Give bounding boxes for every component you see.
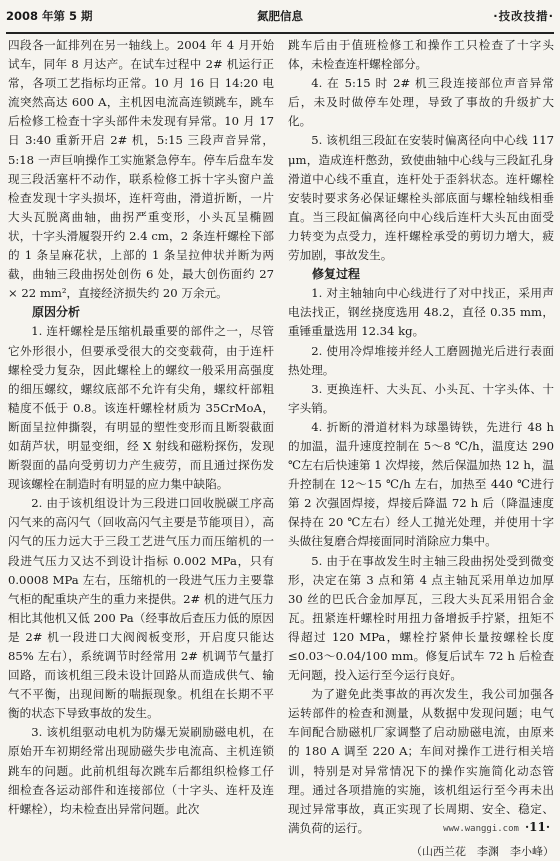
cause-paragraph-1: 1. 连杆螺栓是压缩机最重要的部件之一，尽管它外形很小，但要承受很大的交变载荷，由于连杆螺栓受力复杂，因此螺栓上的螺纹一般采用高强度的细压螺纹，螺纹底部不允许有尖角，螺纹杆部粗糙度不低于 0.8。该连杆螺栓材质为 35CrMoA，断面呈拉伸撕裂，有明显的塑性变形而且断裂截面如葫芦状，明显变细，经 X 射线和磁粉探伤，发现断裂面的晶向受剪切力产生疲劳，而且通过探伤发现该螺栓在制造时有明显的应力集中缺陷。 — [8, 324, 274, 492]
journal-title: 氮肥信息 — [257, 9, 303, 23]
cause-analysis-heading: 原因分析 — [32, 305, 81, 320]
cause-paragraph-3: 3. 该机组驱动电机为防爆无炭刷励磁电机，在原始开车初期经常出现励磁失步电流高、主机连锁跳车的问题。此前机组每次跳车后都组织检修工仔细检查各运动部件和连接部位（十字头、连杆及连杆螺栓），均未检查出异常问题。此次 — [8, 725, 274, 816]
cause-paragraph-4: 4. 在 5:15 时 2# 机三段连接部位声音异常后，未及时做停车处理，导致了事故的升级扩大化。 — [288, 76, 554, 129]
cause-paragraph-5: 5. 该机组三段缸在安装时偏离径向中心线 117 μm，造成连杆憋劲，致使曲轴中心线与三段缸孔身滑道中心线不重直，连杆处于歪斜状态。连杆螺栓安装时要求务必保证螺栓头部底面与螺栓轴线相垂直。当三段缸偏离径向中心线后连杆大头瓦由面受力转变为点受力，连杆螺栓承受的剪切力增大，疲劳加剧，事故发生。 — [288, 133, 554, 263]
page-header — [6, 0, 554, 34]
repair-paragraph-4: 4. 折断的滑道材料为球墨铸铁，先进行 48 h 的加温，温升速度控制在 5～8 ℃/h，温度达 290 ℃左右后快速第 1 次焊接，然后保温加热 12 h，温升控制在 12～15 ℃/h 左右，加热至 440 ℃进行第 2 次强固焊接，焊接后降温 72 h 后（降温速度保持在 20 ℃左右）经人工抛光处理，并使用十字头做往复磨合焊接面同时消除应力集中。 — [288, 419, 554, 549]
intro-paragraph: 四段各一缸排列在另一轴线上。2004 年 4 月开始试车，同年 8 月达产。在试车过程中 2# 机运行正常，各项工艺指标均正常。10 月 16 日 14:20 电流突然高达 600 A，主机因电流高连锁跳车，跳车后检修工检查十字头部件未发现有异常。10 月 17 日 3:40 重新开启 2# 机，5:15 三段声音异常，5:18 一声巨响操作工实施紧急停车。停车后盘车发现三段活塞杆不动作，联系检修工拆十字头窗户盖检查发现十字头损坏，连杆弯曲，滑道折断，一片大头瓦脱离曲轴，曲拐严重变形，小头瓦呈椭圆状，十字头滑履裂开约 2.4 cm，2 条连杆螺栓下部的 1 条呈麻花状，上部的 1 条呈拉伸状并断为两截，曲轴三段曲拐处创伤 6 处，最大创伤面约 27 × 22 mm²，直接经济损失约 20 万余元。 — [8, 38, 274, 301]
page-number: ·11· — [524, 820, 550, 834]
repair-paragraph-3: 3. 更换连杆、大头瓦、小头瓦、十字头体、十字头销。 — [288, 381, 554, 415]
cause-paragraph-2: 2. 由于该机组设计为三段进口回收脱碳工序高闪气来的高闪气（回收高闪气主要是节能项目），高闪气的压力远大于三段工艺进气压力而压缩机的一段进气压力又达不到设计指标 0.002 MPa，只有 0.0008 MPa 左右，压缩机的一段进气压力主要靠气柜的配重块产生的重力来提供。2# 机的进气压力相比其他机又低 200 Pa（经事故后查压力低的原因是 2# 机一段进口大阀阀板变形，开启度只能达 85% 左右），系统调节时经常用 2# 机调节气量打回路，而该机组三段未设计回路从而造成供气、输气不平衡，出现间断的喘振现象。机组在长期不平衡的状态下导致事故的发生。 — [8, 496, 274, 721]
author-line: （山西兰花 李渊 李小峰） — [411, 844, 554, 858]
column-label: ·技改技措· — [493, 9, 554, 23]
watermark: www.wanggi.com — [443, 824, 519, 834]
repair-paragraph-1: 1. 对主轴轴向中心线进行了对中找正，采用声电法找正，钢丝挠度选用 48.2，直径 0.35 mm，重锤重量选用 12.34 kg。 — [288, 286, 554, 339]
repair-paragraph-2: 2. 使用冷焊堆接并经人工磨圆抛光后进行表面热处理。 — [288, 343, 554, 377]
issue-label: 2008 年第 5 期 — [6, 9, 93, 23]
repair-paragraph-5: 5. 由于在事故发生时主轴三段曲拐处受到微变形，决定在第 3 点和第 4 点主轴瓦采用单边加厚 30 丝的巴氏合金加厚瓦，三段大头瓦采用铝合金瓦。扭紧连杆螺栓时用扭力备增扳手拧紧，扭矩不得超过 120 MPa，螺栓拧紧伸长量按螺栓长度≤0.03～0.04/100 mm。修复后试车 72 h 后检查无问题，投入运行至今运行良好。 — [288, 553, 554, 683]
right-column — [288, 36, 554, 861]
cause-paragraph-3-continued: 跳车后由于值班检修工和操作工只检查了十字头体，未检查连杆螺栓部分。 — [288, 38, 554, 72]
left-column — [8, 36, 274, 819]
closing-paragraph: 为了避免此类事故的再次发生，我公司加强各运转部件的检查和测量，从数据中发现问题；电气车间配合励磁机厂家调整了启动励磁电流，由原来的 180 A 调至 220 A；车间对操作工进行相关培训，特别是对异常情况下的操作实施简化动态管理。通过各项措施的实施，该机组运行至今再未出现过异常事故，真正实现了长周期、安全、稳定、满负荷的运行。 — [288, 687, 554, 835]
page-footer — [443, 820, 550, 834]
repair-process-heading: 修复过程 — [312, 267, 361, 282]
